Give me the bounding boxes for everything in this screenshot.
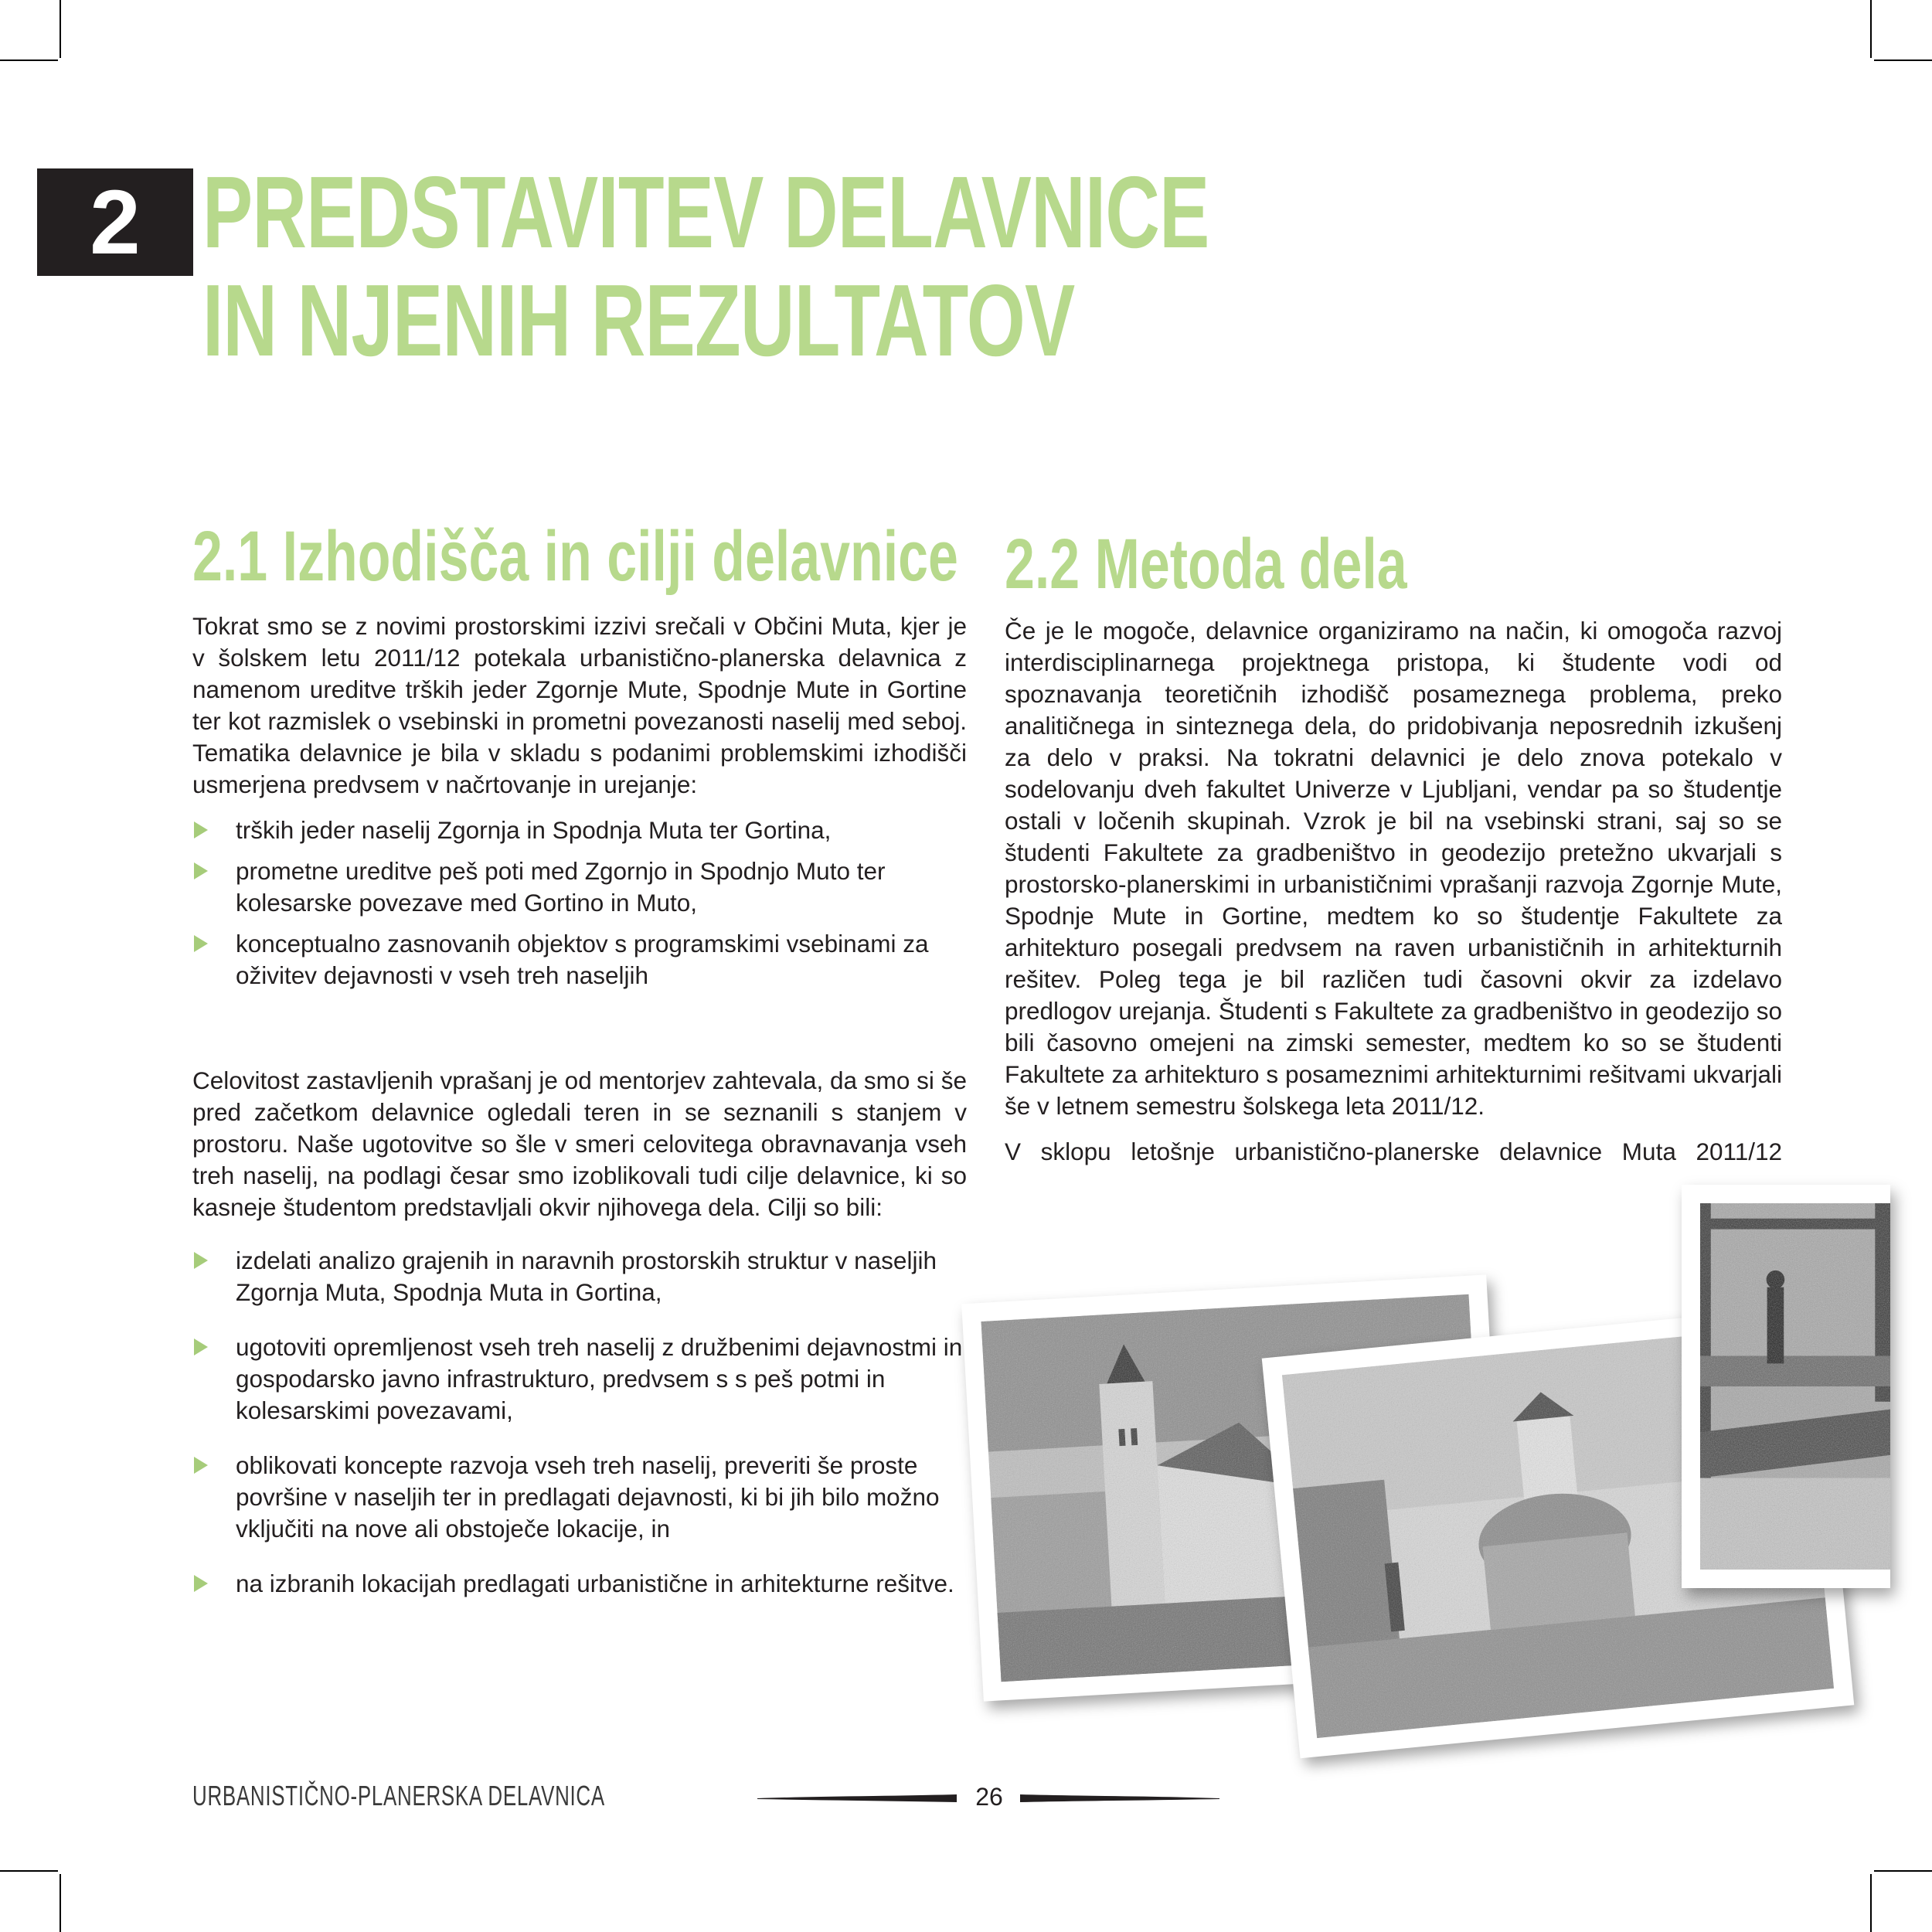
chapter-title <box>202 155 1209 377</box>
list-item: ugotoviti opremljenost vseh treh naselij z družbenimi dejavnostmi in gospodarsko javno infrastrukturo, predvsem s s peš potmi in kolesarskimi povezavami, <box>192 1332 967 1427</box>
section1-para2: Celovitost zastavljenih vprašanj je od mentorjev zahtevala, da smo si še pred začetkom delavnice ogledali teren in se seznanili s stanjem v prostoru. Naše ugotovitve so šle v smeri celovitega obravnavanja vseh treh naselij, na podlagi česar smo izoblikovali tudi cilje delavnice, ki so kasneje študentom predstavljali okvir njihovega dela. Cilji so bili: <box>192 1066 967 1221</box>
section-heading-metoda: 2.2 Metoda dela <box>1005 525 1407 604</box>
wooden-structure-image <box>1700 1203 1890 1570</box>
chapter-title-line1: PREDSTAVITEV DELAVNICE <box>202 155 1209 269</box>
list-item: konceptualno zasnovanih objektov s programskimi vsebinami za oživitev dejavnosti v vseh treh naseljih <box>192 928 967 992</box>
crop-mark <box>60 0 61 58</box>
crop-mark <box>0 60 58 61</box>
footer-title: URBANISTIČNO-PLANERSKA DELAVNICA <box>192 1780 605 1811</box>
bullet-triangle-icon <box>194 1338 208 1355</box>
section2-para1: Če je le mogoče, delavnice organiziramo na način, ki omogoča razvoj interdisciplinarnega projektnega pristopa, ki študente vodi od spoznavanja teoretičnih izhodišč posameznega problema, preko analitičnega in sinteznega dela, do pridobivanja neposrednih izkušenj za delo v praksi. Na tokratni delavnici je delo znova potekalo v sodelovanju dveh fakultet Univerze v Ljubljani, vendar pa so študentje ostali v ločenih skupinah. Vzrok je bil na vsebinski strani, saj so se študenti Fakultete za gradbeništvo in geodezijo pretežno ukvarjali s prostorsko-planerskimi in urbanističnimi vprašanji razvoja Zgornje Mute, Spodnje Mute in Gortine, medtem ko so študentje Fakultete za arhitekturo posegali predvsem na raven urbanističnih in arhitekturnih rešitev. Poleg tega je bil različen tudi časovni okvir za izdelavo predlogov urejanja. Študenti s Fakultete za gradbeništvo in geodezijo so bili časovno omejeni na zimski semester, medtem ko so se študenti Fakultete za arhitekturo s posameznimi arhitekturnimi rešitvami ukvarjali še v letnem semestru šolskega leta 2011/12. <box>1005 617 1782 1120</box>
photo-wooden-structure <box>1682 1185 1890 1588</box>
bullet-triangle-icon <box>194 862 208 879</box>
bullet-triangle-icon <box>194 1252 208 1269</box>
bullet-list-topics <box>192 815 967 992</box>
list-item: na izbranih lokacijah predlagati urbanistične in arhitekturne rešitve. <box>192 1568 967 1600</box>
list-item: izdelati analizo grajenih in naravnih prostorskih struktur v naseljih Zgornja Muta, Spodnja Muta in Gortina, <box>192 1245 967 1308</box>
crop-mark <box>1870 0 1872 58</box>
crop-mark <box>60 1874 61 1932</box>
crop-mark <box>0 1870 58 1872</box>
list-item: prometne ureditve peš poti med Zgornjo in Spodnjo Muto ter kolesarske povezave med Gortino in Muto, <box>192 855 967 919</box>
section2-para2: V sklopu letošnje urbanistično-planerske delavnice Muta 2011/12 <box>1005 1138 1782 1165</box>
section1-intro: Tokrat smo se z novimi prostorskimi izzivi srečali v Občini Muta, kjer je v šolskem letu 2011/12 potekala urbanistično-planerska delavnica z namenom ureditve trških jeder Zgornje Mute, Spodnje Mute in Gortine ter kot razmislek o vsebinski in prometni povezanosti naselij med seboj. Tematika delavnice je bila v skladu s podanimi problemskimi izhodišči usmerjena predvsem v načrtovanje in urejanje: <box>192 612 967 798</box>
list-item: oblikovati koncepte razvoja vseh treh naselij, preveriti še proste površine v naseljih ter in predlagati dejavnosti, ki bi jih bilo možno vključiti na nove ali obstoječe lokacije, in <box>192 1450 967 1545</box>
crop-mark <box>1870 1874 1872 1932</box>
crop-mark <box>1874 1870 1932 1872</box>
page-number: 26 <box>975 1783 1003 1811</box>
bullet-triangle-icon <box>194 1457 208 1474</box>
brush-stroke-right <box>1020 1793 1219 1804</box>
list-item: trških jeder naselij Zgornja in Spodnja Muta ter Gortina, <box>192 815 967 846</box>
bullet-list-goals <box>192 1245 967 1600</box>
section-heading-izhodisca: 2.1 Izhodišča in cilji delavnice <box>192 517 958 596</box>
section1-column <box>192 611 967 1600</box>
bullet-triangle-icon <box>194 821 208 838</box>
chapter-title-line2: IN NJENIH REZULTATOV <box>202 264 1075 377</box>
crop-mark <box>1874 60 1932 61</box>
section2-column <box>1005 615 1782 1168</box>
bullet-triangle-icon <box>194 935 208 952</box>
brush-stroke-left <box>757 1793 957 1804</box>
bullet-triangle-icon <box>194 1575 208 1592</box>
chapter-number: 2 <box>37 168 193 276</box>
